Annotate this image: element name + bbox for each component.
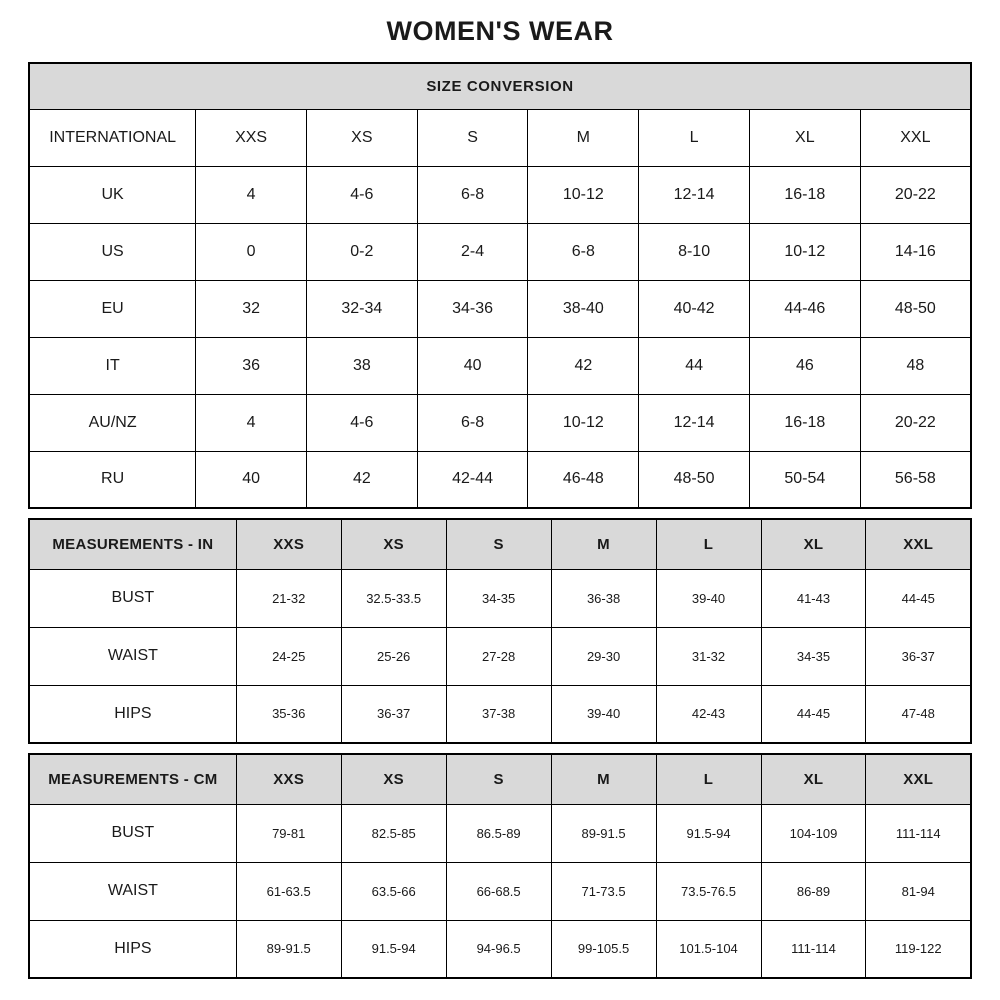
row-label: IT — [29, 337, 196, 394]
value-cell: 0 — [196, 223, 307, 280]
value-cell: 40-42 — [639, 280, 750, 337]
size-column-header: XS — [341, 754, 446, 804]
value-cell: 36 — [196, 337, 307, 394]
value-cell: 36-38 — [551, 569, 656, 627]
table-row — [29, 337, 971, 394]
size-column-header: L — [656, 519, 761, 569]
value-cell: 35-36 — [236, 685, 341, 743]
size-column-header: XL — [761, 754, 866, 804]
value-cell: 32.5-33.5 — [341, 569, 446, 627]
value-cell: 34-35 — [761, 627, 866, 685]
value-cell: 86-89 — [761, 862, 866, 920]
value-cell: 4 — [196, 166, 307, 223]
value-cell: 12-14 — [639, 394, 750, 451]
value-cell: 66-68.5 — [446, 862, 551, 920]
value-cell: 25-26 — [341, 627, 446, 685]
size-column-header: XXS — [236, 519, 341, 569]
value-cell: 34-35 — [446, 569, 551, 627]
row-label: BUST — [29, 569, 236, 627]
value-cell: 12-14 — [639, 166, 750, 223]
size-column-header: M — [551, 519, 656, 569]
value-cell: 8-10 — [639, 223, 750, 280]
table-row — [29, 862, 971, 920]
value-cell: 36-37 — [341, 685, 446, 743]
value-cell: 38-40 — [528, 280, 639, 337]
row-label-header: INTERNATIONAL — [29, 109, 196, 166]
table-header-row — [29, 109, 971, 166]
size-column-header: M — [528, 109, 639, 166]
value-cell: 20-22 — [860, 394, 971, 451]
size-column-header: M — [551, 754, 656, 804]
value-cell: 44-45 — [761, 685, 866, 743]
row-label: US — [29, 223, 196, 280]
size-column-header: S — [446, 519, 551, 569]
value-cell: 46-48 — [528, 451, 639, 508]
value-cell: 89-91.5 — [236, 920, 341, 978]
value-cell: 46 — [749, 337, 860, 394]
value-cell: 48-50 — [639, 451, 750, 508]
size-column-header: XXL — [866, 754, 971, 804]
value-cell: 16-18 — [749, 166, 860, 223]
table-row — [29, 223, 971, 280]
value-cell: 119-122 — [866, 920, 971, 978]
row-label: HIPS — [29, 920, 236, 978]
size-column-header: L — [656, 754, 761, 804]
size-column-header: XL — [749, 109, 860, 166]
value-cell: 32-34 — [306, 280, 417, 337]
size-column-header: L — [639, 109, 750, 166]
value-cell: 10-12 — [749, 223, 860, 280]
table-row — [29, 627, 971, 685]
table-row — [29, 280, 971, 337]
table-row — [29, 920, 971, 978]
value-cell: 37-38 — [446, 685, 551, 743]
row-label: AU/NZ — [29, 394, 196, 451]
table-row — [29, 685, 971, 743]
value-cell: 40 — [417, 337, 528, 394]
size-column-header: XXS — [236, 754, 341, 804]
size-column-header: XXS — [196, 109, 307, 166]
value-cell: 20-22 — [860, 166, 971, 223]
measurements-cm-table — [28, 753, 972, 979]
value-cell: 39-40 — [551, 685, 656, 743]
value-cell: 42-44 — [417, 451, 528, 508]
value-cell: 44 — [639, 337, 750, 394]
value-cell: 89-91.5 — [551, 804, 656, 862]
size-conversion-table — [28, 62, 972, 509]
row-label-header: MEASUREMENTS - IN — [29, 519, 236, 569]
size-column-header: XS — [306, 109, 417, 166]
value-cell: 4-6 — [306, 166, 417, 223]
size-column-header: S — [417, 109, 528, 166]
value-cell: 4 — [196, 394, 307, 451]
value-cell: 50-54 — [749, 451, 860, 508]
value-cell: 4-6 — [306, 394, 417, 451]
value-cell: 111-114 — [761, 920, 866, 978]
value-cell: 39-40 — [656, 569, 761, 627]
value-cell: 2-4 — [417, 223, 528, 280]
value-cell: 86.5-89 — [446, 804, 551, 862]
value-cell: 41-43 — [761, 569, 866, 627]
value-cell: 10-12 — [528, 394, 639, 451]
table-row — [29, 451, 971, 508]
value-cell: 0-2 — [306, 223, 417, 280]
value-cell: 48 — [860, 337, 971, 394]
size-column-header: XL — [761, 519, 866, 569]
value-cell: 38 — [306, 337, 417, 394]
value-cell: 34-36 — [417, 280, 528, 337]
value-cell: 111-114 — [866, 804, 971, 862]
value-cell: 94-96.5 — [446, 920, 551, 978]
value-cell: 91.5-94 — [341, 920, 446, 978]
value-cell: 31-32 — [656, 627, 761, 685]
table-row — [29, 569, 971, 627]
value-cell: 32 — [196, 280, 307, 337]
value-cell: 6-8 — [417, 394, 528, 451]
value-cell: 42-43 — [656, 685, 761, 743]
row-label-header: MEASUREMENTS - CM — [29, 754, 236, 804]
value-cell: 56-58 — [860, 451, 971, 508]
value-cell: 48-50 — [860, 280, 971, 337]
value-cell: 104-109 — [761, 804, 866, 862]
value-cell: 91.5-94 — [656, 804, 761, 862]
measurements-in-table — [28, 518, 972, 744]
value-cell: 42 — [306, 451, 417, 508]
size-column-header: S — [446, 754, 551, 804]
value-cell: 73.5-76.5 — [656, 862, 761, 920]
table-row — [29, 804, 971, 862]
value-cell: 21-32 — [236, 569, 341, 627]
value-cell: 63.5-66 — [341, 862, 446, 920]
row-label: UK — [29, 166, 196, 223]
value-cell: 82.5-85 — [341, 804, 446, 862]
value-cell: 61-63.5 — [236, 862, 341, 920]
row-label: WAIST — [29, 862, 236, 920]
row-label: BUST — [29, 804, 236, 862]
table-row — [29, 394, 971, 451]
size-column-header: XS — [341, 519, 446, 569]
row-label: RU — [29, 451, 196, 508]
value-cell: 36-37 — [866, 627, 971, 685]
value-cell: 101.5-104 — [656, 920, 761, 978]
value-cell: 40 — [196, 451, 307, 508]
value-cell: 6-8 — [417, 166, 528, 223]
value-cell: 10-12 — [528, 166, 639, 223]
value-cell: 79-81 — [236, 804, 341, 862]
value-cell: 16-18 — [749, 394, 860, 451]
table-header-row — [29, 519, 971, 569]
value-cell: 44-45 — [866, 569, 971, 627]
table-title-row — [29, 63, 971, 109]
row-label: HIPS — [29, 685, 236, 743]
value-cell: 71-73.5 — [551, 862, 656, 920]
value-cell: 44-46 — [749, 280, 860, 337]
row-label: EU — [29, 280, 196, 337]
size-column-header: XXL — [866, 519, 971, 569]
table-title: SIZE CONVERSION — [29, 63, 971, 109]
page-title: WOMEN'S WEAR — [386, 16, 614, 46]
table-header-row — [29, 754, 971, 804]
value-cell: 27-28 — [446, 627, 551, 685]
value-cell: 29-30 — [551, 627, 656, 685]
value-cell: 47-48 — [866, 685, 971, 743]
row-label: WAIST — [29, 627, 236, 685]
value-cell: 24-25 — [236, 627, 341, 685]
value-cell: 81-94 — [866, 862, 971, 920]
table-row — [29, 166, 971, 223]
value-cell: 42 — [528, 337, 639, 394]
value-cell: 14-16 — [860, 223, 971, 280]
value-cell: 6-8 — [528, 223, 639, 280]
value-cell: 99-105.5 — [551, 920, 656, 978]
size-column-header: XXL — [860, 109, 971, 166]
